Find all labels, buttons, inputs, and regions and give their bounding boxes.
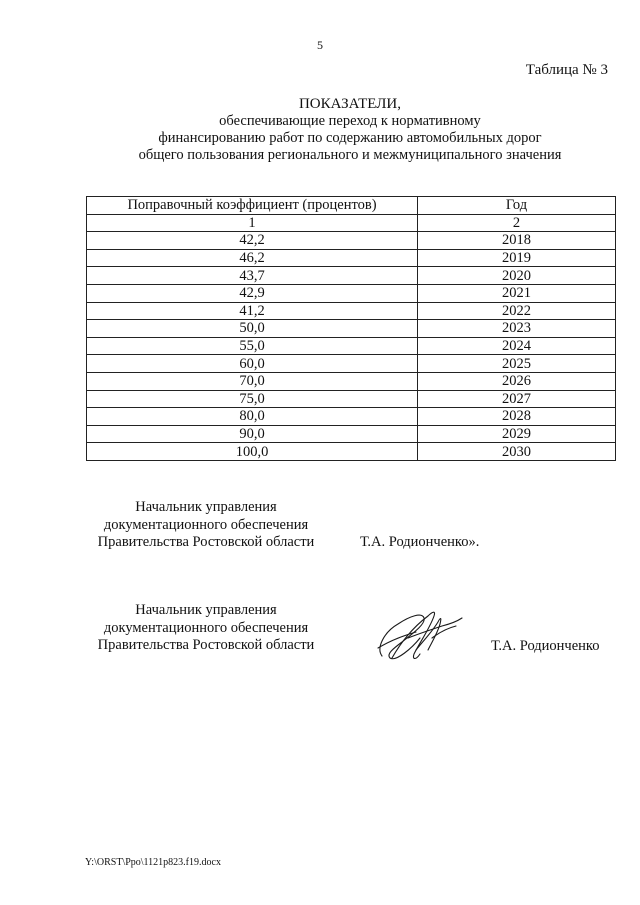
coefficient-cell: 80,0 — [87, 408, 418, 426]
page-number: 5 — [317, 38, 323, 52]
table-row — [87, 443, 616, 461]
coefficient-cell: 46,2 — [87, 249, 418, 267]
table-row — [87, 302, 616, 320]
year-cell: 2020 — [418, 267, 616, 285]
year-cell: 2019 — [418, 249, 616, 267]
table-row — [87, 267, 616, 285]
position-line: Начальник управления — [135, 602, 277, 618]
table-row — [87, 408, 616, 426]
position-line: Начальник управления — [135, 499, 277, 515]
document-title — [0, 96, 640, 164]
year-cell: 2030 — [418, 443, 616, 461]
year-cell: 2018 — [418, 232, 616, 250]
title-line: обеспечивающие переход к нормативному — [219, 113, 481, 129]
column-number: 2 — [418, 214, 616, 232]
table-row — [87, 355, 616, 373]
table-row — [87, 249, 616, 267]
coefficient-cell: 42,2 — [87, 232, 418, 250]
coefficient-cell: 42,9 — [87, 284, 418, 302]
coefficient-cell: 60,0 — [87, 355, 418, 373]
table-row — [87, 232, 616, 250]
position-line: Правительства Ростовской области — [97, 534, 315, 550]
year-cell: 2028 — [418, 408, 616, 426]
coefficient-cell: 50,0 — [87, 320, 418, 338]
year-cell: 2029 — [418, 425, 616, 443]
coefficient-cell: 41,2 — [87, 302, 418, 320]
footer-file-path: Y:\ORST\Ppo\1121p823.f19.docx — [85, 857, 221, 868]
coefficient-cell: 100,0 — [87, 443, 418, 461]
coefficient-cell: 70,0 — [87, 372, 418, 390]
table-row — [87, 372, 616, 390]
coefficient-cell: 55,0 — [87, 337, 418, 355]
table-row — [87, 425, 616, 443]
table-row — [87, 390, 616, 408]
table-row — [87, 337, 616, 355]
title-line: общего пользования регионального и межмуниципального значения — [138, 147, 562, 163]
title-main: ПОКАЗАТЕЛИ, — [298, 96, 402, 112]
signatory-name: Т.А. Родионченко». — [360, 534, 480, 550]
year-cell: 2027 — [418, 390, 616, 408]
signatory-position — [88, 602, 324, 655]
column-number-row — [87, 214, 616, 232]
title-line: финансированию работ по содержанию автомобильных дорог — [158, 130, 542, 146]
position-line: документационного обеспечения — [103, 619, 309, 636]
year-cell: 2023 — [418, 320, 616, 338]
handwritten-signature — [372, 598, 468, 668]
coefficient-cell: 90,0 — [87, 425, 418, 443]
signatory-position — [88, 499, 324, 552]
year-cell: 2026 — [418, 372, 616, 390]
signatory-name: Т.А. Родионченко — [491, 638, 600, 654]
header-year: Год — [418, 197, 616, 215]
year-cell: 2024 — [418, 337, 616, 355]
column-number: 1 — [87, 214, 418, 232]
position-line: документационного обеспечения — [103, 516, 309, 533]
year-cell: 2022 — [418, 302, 616, 320]
position-line: Правительства Ростовской области — [97, 637, 315, 653]
table-caption: Таблица № 3 — [525, 62, 608, 78]
table-header-row — [87, 197, 616, 215]
coefficient-cell: 75,0 — [87, 390, 418, 408]
coefficient-cell: 43,7 — [87, 267, 418, 285]
coefficients-table — [86, 196, 616, 461]
header-coefficient: Поправочный коэффициент (процентов) — [87, 197, 418, 215]
year-cell: 2021 — [418, 284, 616, 302]
table-row — [87, 320, 616, 338]
year-cell: 2025 — [418, 355, 616, 373]
table-row — [87, 284, 616, 302]
